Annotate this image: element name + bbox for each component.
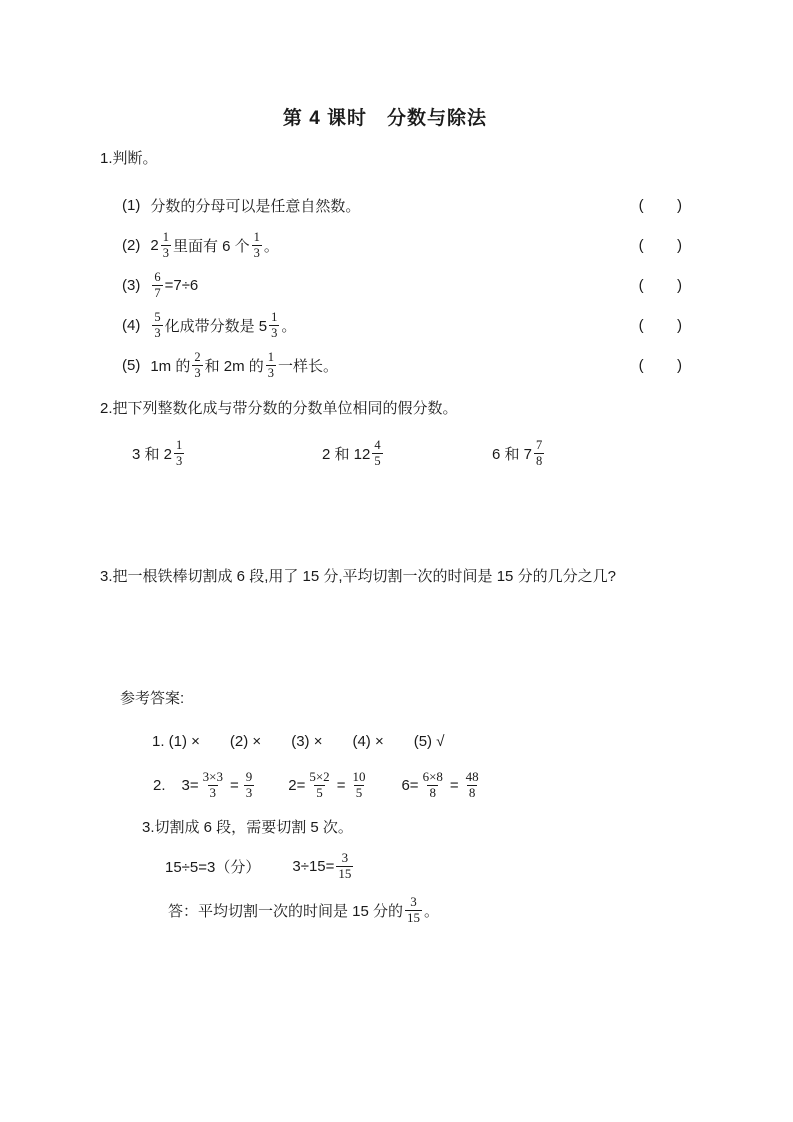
item-text: 。: [263, 237, 279, 255]
fraction: [421, 770, 445, 801]
statement-text: 答：平均切割一次的时间是 15 分的: [168, 902, 404, 920]
page-title: 第 4 课时 分数与除法: [282, 108, 488, 129]
answer-blank: ( ): [638, 236, 682, 254]
fraction-denominator: 5: [355, 784, 363, 800]
q2-items: [100, 429, 690, 477]
fraction-numerator: 1: [267, 350, 275, 365]
fraction-denominator: 3: [162, 245, 169, 260]
fraction: [244, 770, 255, 801]
answer-blank: ( ): [638, 316, 682, 334]
judgment-list: [100, 185, 690, 385]
fraction: [252, 230, 262, 260]
equals-sign: =: [229, 776, 239, 794]
fraction-numerator: 6×8: [422, 768, 443, 784]
answer-2-label: 2.: [153, 776, 166, 794]
fraction-denominator: 3: [154, 325, 161, 340]
fraction-denominator: 5: [374, 453, 381, 468]
equals-sign: =: [449, 776, 459, 794]
item-text: 一样长。: [278, 357, 339, 375]
fraction-denominator: 8: [429, 784, 436, 800]
item-number: (1): [122, 196, 141, 214]
fraction: [266, 350, 276, 380]
item-text: =7÷6: [164, 276, 199, 294]
fraction-numerator: 1: [176, 438, 183, 453]
item-text: 6 和 7: [492, 445, 533, 463]
equation-lead: 2=: [288, 776, 306, 794]
answer-3-calculation: [100, 849, 690, 883]
fraction: [372, 438, 382, 468]
equation-lead: 3=: [181, 776, 199, 794]
fraction-numerator: 1: [271, 310, 278, 325]
item-text: 分数的分母可以是任意自然数。: [150, 197, 361, 215]
fraction-denominator: 8: [536, 453, 543, 468]
fraction-numerator: 3×3: [202, 768, 223, 784]
item-text: 化成带分数是 5: [164, 317, 268, 335]
item-text: 里面有 6 个: [172, 237, 250, 255]
calc-expression-2: [292, 851, 355, 882]
fraction-numerator: 3: [410, 893, 417, 909]
fraction-numerator: 10: [352, 768, 366, 784]
q2-item-2: [322, 438, 492, 468]
item-text: 1m 的: [150, 357, 191, 375]
answer-3-statement: [100, 893, 690, 927]
fraction-denominator: 5: [316, 784, 323, 800]
fraction-denominator: 3: [267, 365, 275, 380]
item-text: 3 和 2: [132, 445, 173, 463]
fraction: [269, 310, 279, 340]
q2-item-3: [492, 438, 546, 468]
item-number: (5): [122, 356, 141, 374]
fraction: [350, 770, 367, 801]
fraction-numerator: 4: [374, 438, 381, 453]
fraction-numerator: 6: [154, 270, 161, 285]
answers-heading: 参考答案:: [120, 690, 185, 707]
fraction-denominator: 3: [271, 325, 278, 340]
fraction-denominator: 3: [209, 784, 217, 800]
q1-heading: 1.判断。: [100, 150, 158, 167]
fraction: [152, 270, 162, 300]
fraction: [464, 770, 481, 801]
fraction: [161, 230, 171, 260]
fraction-numerator: 7: [536, 438, 543, 453]
fraction-numerator: 1: [253, 230, 260, 245]
mixed-number-integer: 2: [150, 236, 159, 254]
answer-blank: ( ): [638, 196, 682, 214]
answer-2-group-2: [288, 770, 369, 801]
statement-text-end: 。: [424, 902, 440, 920]
fraction: [405, 895, 422, 926]
item-number: (3): [122, 276, 141, 294]
item-number: (4): [122, 316, 141, 334]
judgment-item-4: [100, 305, 690, 345]
judgment-item-1: [100, 185, 690, 225]
fraction-numerator: 2: [194, 350, 201, 365]
answer-2-group-1: [182, 770, 257, 801]
answer-1-line: 1. (1) × (2) × (3) × (4) × (5) √: [152, 733, 445, 750]
equation-lead: 6=: [401, 776, 419, 794]
calc-expression-1: 15÷5=3（分）: [165, 858, 261, 876]
item-text: 和 2m 的: [204, 357, 264, 375]
fraction-numerator: 5×2: [309, 768, 330, 784]
item-number: (2): [122, 236, 141, 254]
equals-sign: =: [336, 776, 346, 794]
item-text: 2 和 12: [322, 445, 371, 463]
fraction-numerator: 3: [341, 849, 349, 865]
answer-2-group-3: [401, 770, 482, 801]
fraction-numerator: 5: [154, 310, 161, 325]
fraction-denominator: 7: [154, 285, 161, 300]
fraction: [152, 310, 162, 340]
answer-3-line1: 3.切割成 6 段，需要切割 5 次。: [142, 819, 353, 836]
fraction: [174, 438, 184, 468]
q3-heading: 3.把一根铁棒切割成 6 段,用了 15 分,平均切割一次的时间是 15 分的几分之几?: [100, 568, 616, 585]
q2-heading: 2.把下列整数化成与带分数的分数单位相同的假分数。: [100, 400, 458, 417]
answer-2-line: [100, 763, 690, 807]
q2-item-1: [132, 438, 322, 468]
fraction-numerator: 48: [465, 768, 479, 784]
fraction-numerator: 9: [245, 768, 253, 784]
fraction-denominator: 3: [245, 784, 253, 800]
fraction-denominator: 8: [468, 784, 476, 800]
fraction-denominator: 3: [253, 245, 260, 260]
fraction: [192, 350, 202, 380]
fraction: [307, 770, 331, 801]
item-text: 。: [281, 317, 297, 335]
fraction: [201, 770, 225, 801]
fraction-numerator: 1: [162, 230, 169, 245]
fraction-denominator: 15: [338, 865, 352, 881]
fraction-denominator: 3: [176, 453, 183, 468]
judgment-item-5: [100, 345, 690, 385]
fraction-denominator: 3: [194, 365, 201, 380]
fraction: [534, 438, 544, 468]
fraction: [336, 851, 353, 882]
judgment-item-3: [100, 265, 690, 305]
answer-blank: ( ): [638, 356, 682, 374]
judgment-item-2: [100, 225, 690, 265]
answer-blank: ( ): [638, 276, 682, 294]
fraction-denominator: 15: [407, 909, 421, 925]
calc-expression-2-text: 3÷15=: [292, 857, 335, 875]
